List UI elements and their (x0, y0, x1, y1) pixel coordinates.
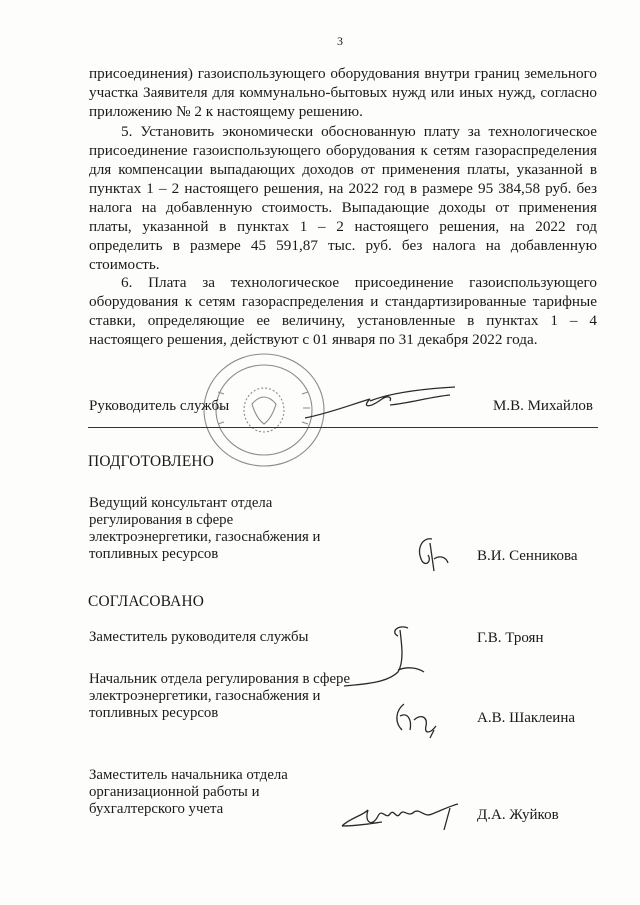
approver-1-signature (338, 622, 438, 692)
head-title: Руководитель службы (89, 398, 230, 414)
prepared-signature (412, 535, 452, 575)
paragraph-5: 5. Установить экономически обоснованную плату за технологическое присоединение газоиспользующего оборудования к сетям газораспределения для компенсации выпадающих доходов от применения платы, указанной в пунктах 1 – 2 настоящего решения, на 2022 год в размере 95 384,58 руб. без налога на добавленную стоимость. Выпадающие доходы от применения платы, указанной в пунктах 1 – 2 настоящего решения, на 2022 год определить в размере 45 591,87 тыс. руб. без налога на добавленную стоимость. (89, 123, 597, 273)
approver-1-name: Г.В. Троян (477, 630, 544, 646)
approver-2-name: А.В. Шаклеина (477, 710, 576, 726)
head-name: М.В. Михайлов (493, 398, 594, 414)
approver-2-signature (390, 700, 450, 740)
head-signature (300, 385, 460, 425)
approver-1-position: Заместитель руководителя службы (89, 629, 309, 645)
signature-divider-line (88, 427, 598, 428)
prepared-name: В.И. Сенникова (477, 548, 578, 564)
page-number: 3 (337, 34, 343, 48)
prepared-heading: ПОДГОТОВЛЕНО (88, 453, 215, 470)
approver-3-position: Заместитель начальника отдела организационной работы и бухгалтерского учета (89, 767, 288, 817)
approver-3-name: Д.А. Жуйков (477, 807, 559, 823)
paragraph-6: 6. Плата за технологическое присоединение газоиспользующего оборудования к сетям газораспределения и стандартизированные тарифные ставки, определяющие ее величину, установленные в пунктах 1 – 4 настоящего решения, действуют с 01 января по 31 декабря 2022 года. (89, 274, 597, 348)
paragraph-4-continuation: присоединения) газоиспользующего оборудования внутри границ земельного участка Заявителя для коммунально-бытовых нужд или иных нужд, согласно приложению № 2 к настоящему решению. (89, 65, 597, 120)
approver-2-position: Начальник отдела регулирования в сфере электроэнергетики, газоснабжения и топливных ресурсов (89, 671, 351, 721)
approved-heading: СОГЛАСОВАНО (88, 593, 205, 610)
approver-3-signature (338, 796, 468, 836)
prepared-position: Ведущий консультант отдела регулирования в сфере электроэнергетики, газоснабжения и топливных ресурсов (89, 495, 321, 562)
